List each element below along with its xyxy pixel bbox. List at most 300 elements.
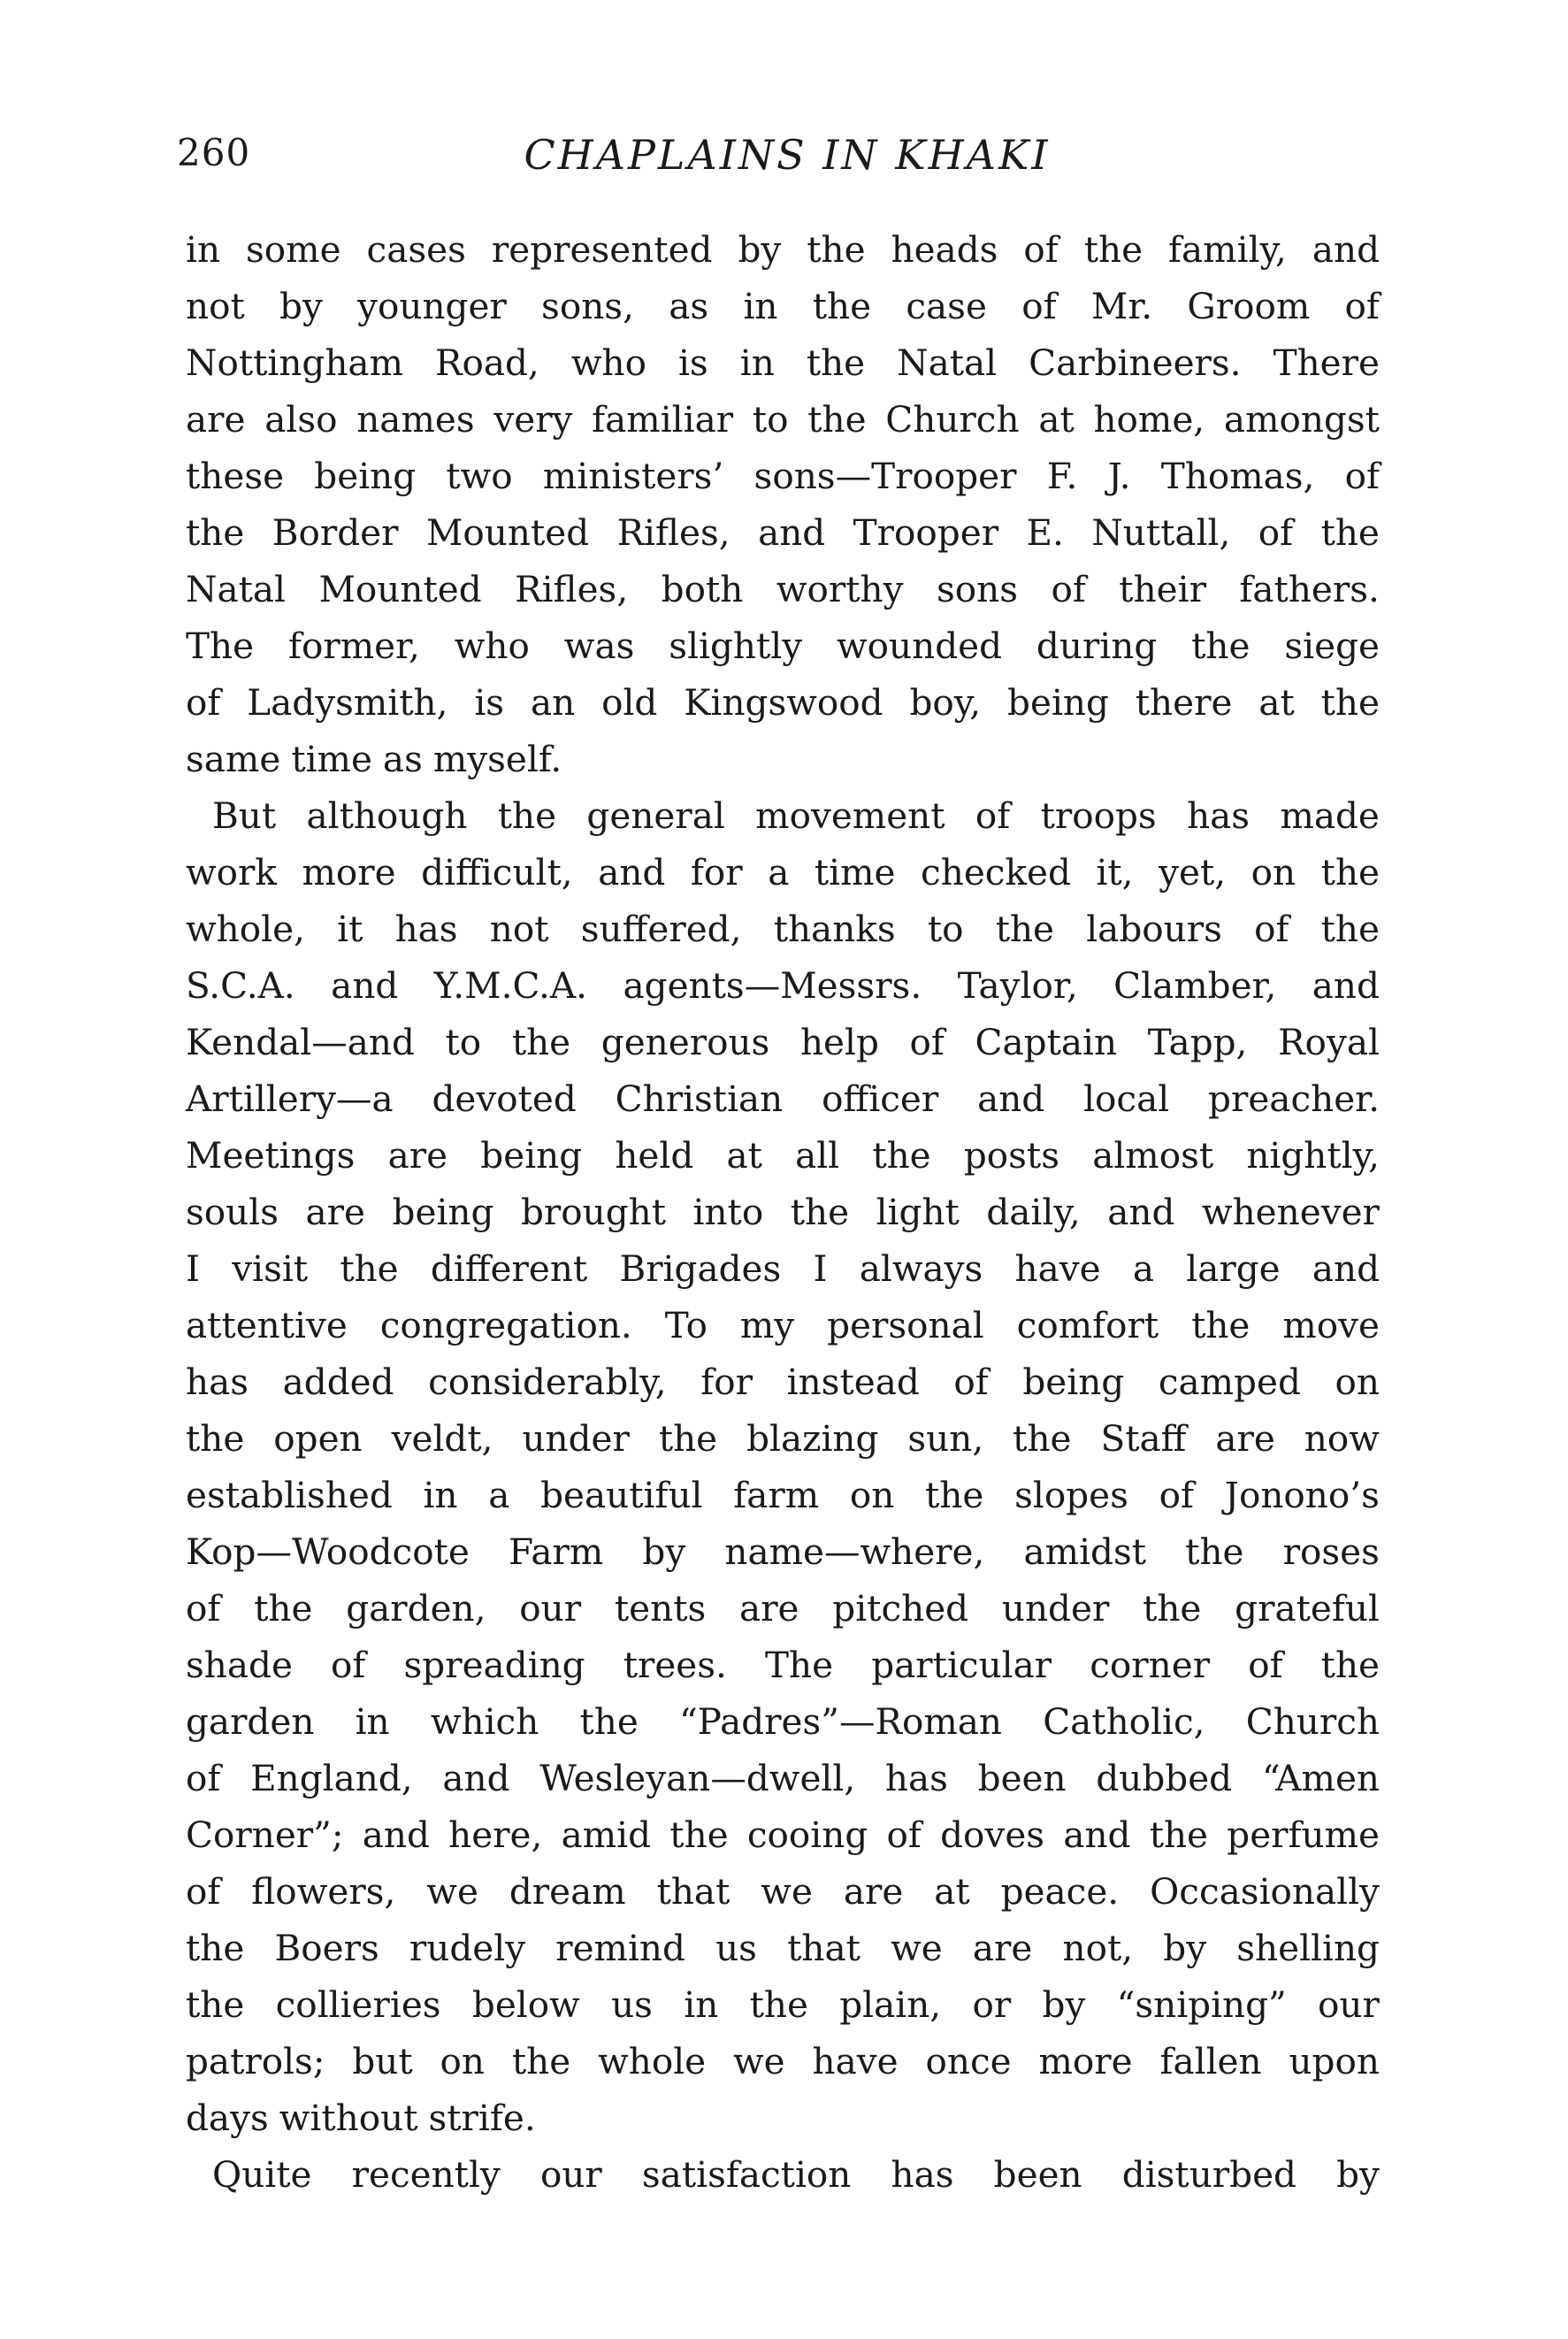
word: slopes — [1014, 1474, 1128, 1516]
word: large — [1186, 1247, 1281, 1290]
word: and — [598, 851, 666, 893]
word: the — [340, 1247, 399, 1290]
word: “Padres”—Roman — [678, 1700, 1003, 1743]
word: Christian — [615, 1077, 784, 1120]
text-line — [186, 2146, 1380, 2203]
word: Boers — [274, 1927, 379, 1969]
word: roses — [1282, 1530, 1380, 1573]
word: two — [446, 455, 513, 497]
word: whole, — [186, 908, 305, 950]
word: the — [807, 398, 867, 441]
word: of — [1023, 228, 1059, 271]
word: there — [1135, 681, 1233, 724]
word: almost — [1092, 1134, 1214, 1177]
word: are — [843, 1870, 904, 1913]
word: familiar — [592, 398, 734, 441]
word: local — [1083, 1077, 1170, 1120]
word: F. — [1046, 455, 1078, 497]
word: There — [1273, 341, 1380, 384]
word: represented — [491, 228, 713, 271]
word: our — [539, 2153, 602, 2196]
word: nightly, — [1246, 1134, 1380, 1177]
word: are — [1215, 1417, 1275, 1460]
word: on — [1335, 1361, 1380, 1403]
word: devoted — [432, 1077, 577, 1120]
word: by — [738, 228, 782, 271]
word: the — [511, 1021, 571, 1063]
word: movement — [755, 794, 945, 837]
word: or — [972, 1983, 1012, 2026]
word: the — [186, 511, 245, 554]
word: dubbed — [1096, 1757, 1233, 1799]
word: Occasionally — [1150, 1870, 1380, 1913]
word: work — [186, 851, 277, 893]
word: on — [849, 1474, 895, 1516]
word: whenever — [1201, 1191, 1380, 1233]
word: has — [394, 908, 458, 950]
word: by — [279, 285, 323, 327]
word: old — [601, 681, 658, 724]
word: but — [352, 2040, 413, 2082]
word: for — [690, 851, 743, 893]
word: sun, — [907, 1417, 984, 1460]
word: my — [739, 1304, 795, 1346]
word: in — [186, 228, 221, 271]
word: the — [658, 1417, 718, 1460]
word: checked — [921, 851, 1071, 893]
text-line — [186, 561, 1380, 617]
word: now — [1304, 1417, 1380, 1460]
word: I — [813, 1247, 828, 1290]
word: it — [337, 908, 363, 950]
word: grateful — [1235, 1587, 1380, 1630]
word: not, — [1062, 1927, 1134, 1969]
word: instead — [786, 1361, 920, 1403]
word: a — [1132, 1247, 1155, 1290]
word: “Amen — [1261, 1757, 1380, 1799]
word: as — [669, 285, 709, 327]
word: the — [1320, 908, 1380, 950]
word: are — [305, 1191, 366, 1233]
word: and — [1107, 1191, 1175, 1233]
word: siege — [1284, 625, 1380, 667]
word: former, — [287, 625, 420, 667]
word: England, — [250, 1757, 413, 1799]
word: have — [812, 2040, 899, 2082]
word: we — [426, 1870, 478, 1913]
word: Jonono’s — [1224, 1474, 1380, 1516]
word: perfume — [1227, 1814, 1380, 1856]
word: and — [331, 964, 399, 1007]
word: that — [656, 1870, 730, 1913]
word: posts — [963, 1134, 1059, 1177]
word: blazing — [746, 1417, 879, 1460]
word: and — [1312, 964, 1380, 1007]
text-line — [186, 1014, 1380, 1070]
word: trees. — [623, 1644, 727, 1686]
word: us — [611, 1983, 653, 2026]
word: of — [1254, 908, 1289, 950]
text-line — [186, 1580, 1380, 1637]
word: pitched — [832, 1587, 969, 1630]
word: collieries — [275, 1983, 441, 2026]
text-line — [186, 1693, 1380, 1750]
word: of — [909, 1021, 945, 1063]
word: shade — [186, 1644, 293, 1686]
word: which — [430, 1700, 539, 1743]
word: recently — [351, 2153, 501, 2196]
word: Staff — [1100, 1417, 1187, 1460]
word: we — [733, 2040, 785, 2082]
word: amongst — [1223, 398, 1380, 441]
word: Quite — [212, 2153, 312, 2196]
word: strife. — [428, 2097, 536, 2139]
word: very — [493, 398, 573, 441]
word: different — [430, 1247, 588, 1290]
word: who — [570, 341, 646, 384]
word: the — [1013, 1417, 1072, 1460]
word: open — [273, 1417, 363, 1460]
word: Royal — [1278, 1021, 1380, 1063]
word: all — [795, 1134, 840, 1177]
word: at — [726, 1134, 762, 1177]
word: the — [186, 1417, 245, 1460]
text-line — [186, 278, 1380, 334]
text-line — [186, 2033, 1380, 2090]
text-line — [186, 1467, 1380, 1523]
word: the — [872, 1134, 931, 1177]
word: the — [1083, 228, 1143, 271]
word: of — [186, 681, 221, 724]
word: into — [692, 1191, 764, 1233]
word: at — [1258, 681, 1295, 724]
word: the — [511, 2040, 571, 2082]
word: Church — [1245, 1700, 1380, 1743]
word: to — [752, 398, 789, 441]
word: in — [423, 1474, 458, 1516]
word: yet, — [1159, 851, 1227, 893]
text-line — [186, 2090, 1380, 2146]
word: to — [927, 908, 964, 950]
word: officer — [822, 1077, 939, 1120]
word: preacher. — [1208, 1077, 1380, 1120]
word: days — [186, 2097, 269, 2139]
word: brought — [520, 1191, 666, 1233]
word: on — [440, 2040, 485, 2082]
word: by — [1336, 2153, 1380, 2196]
word: cases — [366, 228, 466, 271]
word: Catholic, — [1043, 1700, 1205, 1743]
word: Rifles, — [515, 568, 629, 610]
word: Captain — [975, 1021, 1118, 1063]
word: veldt, — [391, 1417, 493, 1460]
word: Mr. — [1090, 285, 1153, 327]
word: labours — [1086, 908, 1222, 950]
word: in — [684, 1983, 719, 2026]
word: Border — [272, 511, 399, 554]
word: more — [302, 851, 396, 893]
word: it, — [1096, 851, 1134, 893]
word: thanks — [773, 908, 896, 950]
word: daily, — [986, 1191, 1081, 1233]
word: Natal — [897, 341, 998, 384]
word: boy, — [909, 681, 982, 724]
word: being — [1007, 681, 1109, 724]
word: always — [859, 1247, 983, 1290]
word: comfort — [1016, 1304, 1159, 1346]
text-line — [186, 1637, 1380, 1693]
word: Carbineers. — [1029, 341, 1242, 384]
word: To — [664, 1304, 708, 1346]
word: heads — [891, 228, 998, 271]
word: the — [579, 1700, 639, 1743]
text-line — [186, 1184, 1380, 1240]
text-line — [186, 1127, 1380, 1184]
word: the — [1185, 1530, 1244, 1573]
word: sons—Trooper — [753, 455, 1017, 497]
word: amid — [561, 1814, 652, 1856]
word: and — [362, 1814, 430, 1856]
text-line — [186, 334, 1380, 391]
word: made — [1280, 794, 1380, 837]
word: the — [1149, 1814, 1209, 1856]
word: established — [186, 1474, 393, 1516]
word: not — [489, 908, 549, 950]
word: satisfaction — [641, 2153, 852, 2196]
text-line — [186, 1976, 1380, 2033]
word: Mounted — [425, 511, 590, 554]
word: has — [884, 1757, 948, 1799]
text-line — [186, 1354, 1380, 1410]
word: Mounted — [318, 568, 482, 610]
text-line — [186, 448, 1380, 504]
word: disturbed — [1121, 2153, 1296, 2196]
word: the — [254, 1587, 313, 1630]
word: J. — [1107, 455, 1131, 497]
word: beautiful — [540, 1474, 703, 1516]
word: the — [1143, 1587, 1202, 1630]
word: myself. — [432, 738, 562, 780]
word: Ladysmith, — [247, 681, 448, 724]
word: in — [743, 285, 778, 327]
word: and — [1063, 1814, 1131, 1856]
word: garden, — [346, 1587, 486, 1630]
word: some — [246, 228, 341, 271]
word: slightly — [669, 625, 803, 667]
word: names — [356, 398, 475, 441]
word: Kendal—and — [186, 1021, 415, 1063]
word: been — [977, 1757, 1067, 1799]
word: the — [812, 285, 872, 327]
word: shelling — [1236, 1927, 1380, 1969]
word: home, — [1093, 398, 1205, 441]
word: E. — [1026, 511, 1064, 554]
word: without — [279, 2097, 418, 2139]
word: are — [186, 398, 246, 441]
page-header-title: CHAPLAINS IN KHAKI — [524, 131, 1051, 179]
word: I — [186, 1247, 200, 1290]
word: the — [1320, 511, 1380, 554]
word: of — [1258, 511, 1294, 554]
word: added — [282, 1361, 394, 1403]
word: their — [1119, 568, 1206, 610]
word: has — [186, 1361, 249, 1403]
word: garden — [186, 1700, 315, 1743]
word: the — [1191, 1304, 1251, 1346]
word: the — [1320, 851, 1380, 893]
word: younger — [357, 285, 507, 327]
word: name—where, — [724, 1530, 985, 1573]
text-line — [186, 1240, 1380, 1297]
word: the — [186, 1983, 245, 2026]
word: Thomas, — [1160, 455, 1315, 497]
text-line — [186, 1920, 1380, 1976]
word: of — [1021, 285, 1057, 327]
word: the — [1320, 1644, 1380, 1686]
word: wounded — [836, 625, 1003, 667]
word: the — [497, 794, 557, 837]
word: has — [891, 2153, 954, 2196]
word: fallen — [1159, 2040, 1262, 2082]
word: flowers, — [251, 1870, 396, 1913]
word: tents — [614, 1587, 707, 1630]
text-line — [186, 1523, 1380, 1580]
word: souls — [186, 1191, 279, 1233]
word: Wesleyan—dwell, — [539, 1757, 856, 1799]
word: under — [522, 1417, 630, 1460]
word: family, — [1168, 228, 1287, 271]
word: of — [975, 794, 1011, 837]
word: of — [186, 1757, 221, 1799]
word: considerably, — [428, 1361, 667, 1403]
word: farm — [733, 1474, 820, 1516]
text-line — [186, 1806, 1380, 1863]
word: troops — [1040, 794, 1157, 837]
word: Meetings — [186, 1134, 356, 1177]
word: once — [925, 2040, 1012, 2082]
word: is — [677, 341, 708, 384]
word: sons, — [541, 285, 634, 327]
word: being — [1022, 1361, 1125, 1403]
word: the — [790, 1191, 850, 1233]
page-number: 260 — [177, 131, 251, 174]
word: the — [749, 1983, 808, 2026]
word: sons — [936, 568, 1018, 610]
word: by — [1042, 1983, 1086, 2026]
word: and — [1312, 1247, 1380, 1290]
word: and — [758, 511, 826, 554]
word: at — [1038, 398, 1075, 441]
word: more — [1038, 2040, 1133, 2082]
word: and — [442, 1757, 510, 1799]
word: of — [1051, 568, 1086, 610]
word: as — [382, 738, 423, 780]
word: been — [993, 2153, 1082, 2196]
word: time — [291, 738, 372, 780]
word: the — [1320, 681, 1380, 724]
word: Farm — [509, 1530, 604, 1573]
word: being — [314, 455, 417, 497]
word: Brigades — [619, 1247, 782, 1290]
word: agents—Messrs. — [623, 964, 922, 1007]
word: fathers. — [1239, 568, 1380, 610]
word: amidst — [1023, 1530, 1147, 1573]
word: doves — [940, 1814, 1045, 1856]
word: spreading — [403, 1644, 585, 1686]
word: our — [1318, 1983, 1380, 2026]
word: time — [814, 851, 896, 893]
text-line — [186, 1750, 1380, 1806]
word: during — [1036, 625, 1158, 667]
word: also — [264, 398, 338, 441]
word: cooing — [746, 1814, 868, 1856]
word: difficult, — [421, 851, 573, 893]
word: peace. — [1000, 1870, 1120, 1913]
word: Nuttall, — [1091, 511, 1231, 554]
word: Y.M.C.A. — [433, 964, 588, 1007]
text-line — [186, 901, 1380, 957]
word: not — [186, 285, 245, 327]
word: on — [1251, 851, 1296, 893]
word: has — [1187, 794, 1251, 837]
word: a — [768, 851, 790, 893]
word: camped — [1158, 1361, 1301, 1403]
body-text — [186, 221, 1380, 2203]
word: Kingswood — [684, 681, 883, 724]
word: although — [306, 794, 468, 837]
word: Trooper — [853, 511, 999, 554]
word: at — [934, 1870, 970, 1913]
word: help — [799, 1021, 879, 1063]
word: an — [530, 681, 576, 724]
word: general — [586, 794, 725, 837]
word: of — [953, 1361, 989, 1403]
word: of — [1248, 1644, 1283, 1686]
word: But — [212, 794, 277, 837]
word: the — [186, 1927, 245, 1969]
word: of — [186, 1587, 221, 1630]
word: Tapp, — [1147, 1021, 1248, 1063]
word: ministers’ — [542, 455, 724, 497]
word: personal — [827, 1304, 984, 1346]
running-head — [177, 131, 1397, 184]
word: have — [1014, 1247, 1101, 1290]
word: Church — [885, 398, 1020, 441]
word: Kop—Woodcote — [186, 1530, 470, 1573]
text-line — [186, 1863, 1380, 1920]
word: plain, — [839, 1983, 942, 2026]
word: being — [480, 1134, 583, 1177]
word: here, — [448, 1814, 543, 1856]
word: congregation. — [379, 1304, 632, 1346]
word: these — [186, 455, 285, 497]
word: Road, — [434, 341, 539, 384]
word: the — [807, 228, 866, 271]
text-line — [186, 617, 1380, 674]
word: The — [765, 1644, 834, 1686]
word: held — [615, 1134, 694, 1177]
word: in — [355, 1700, 390, 1743]
word: below — [471, 1983, 580, 2026]
word: S.C.A. — [186, 964, 295, 1007]
word: remind — [555, 1927, 685, 1969]
word: whole — [598, 2040, 707, 2082]
word: of — [1159, 1474, 1194, 1516]
word: Natal — [186, 568, 286, 610]
word: we — [761, 1870, 813, 1913]
word: “sniping” — [1116, 1983, 1287, 2026]
word: and — [1312, 228, 1380, 271]
